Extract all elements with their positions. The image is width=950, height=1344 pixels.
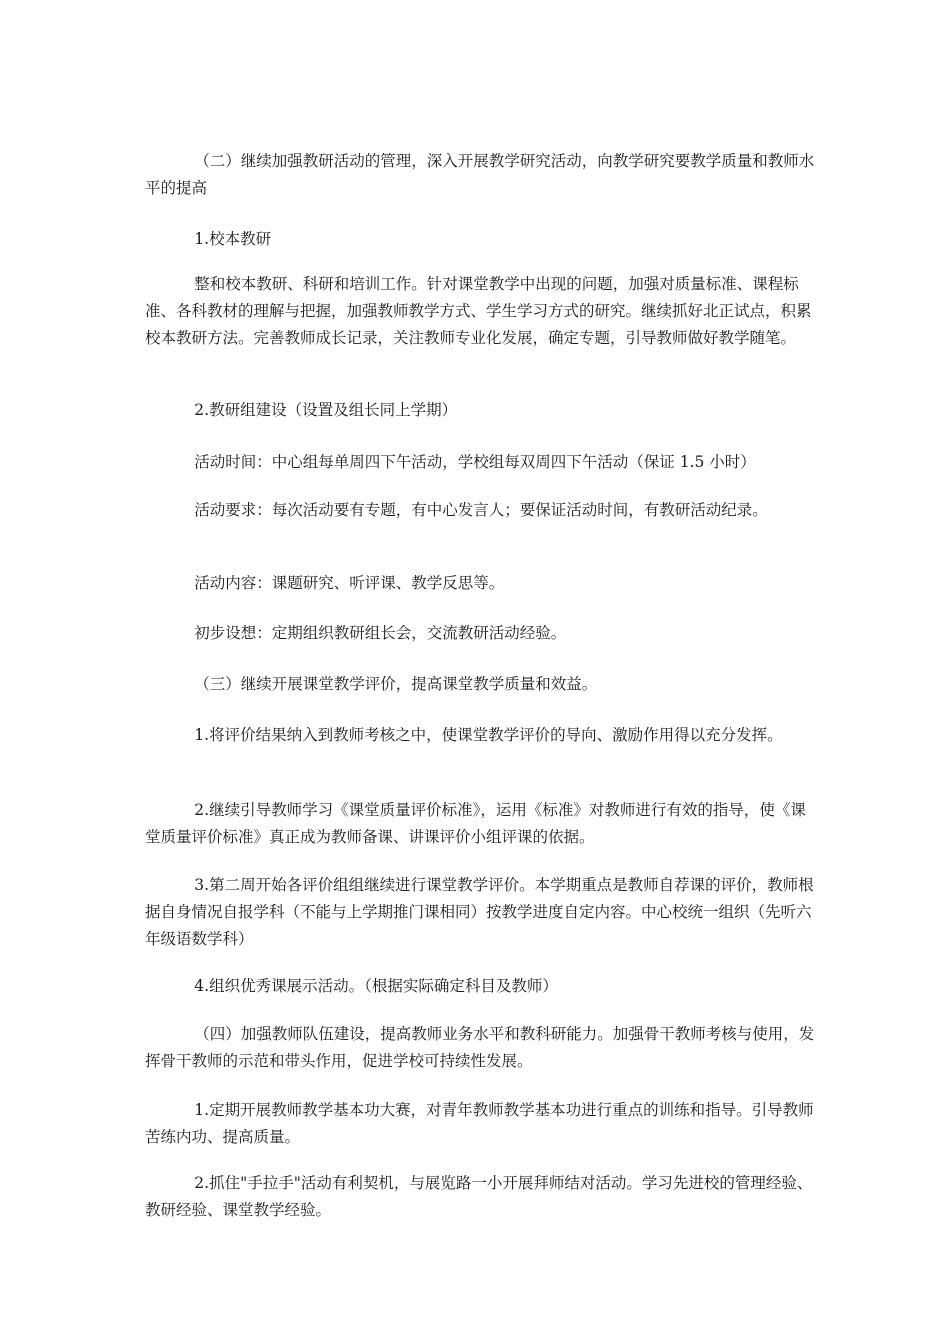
paragraph-evaluation-item-2: 2.继续引导教师学习《课堂质量评价标准》，运用《标准》对教师进行有效的指导，使《课堂质量评价标准》真正成为教师备课、讲课评价小组评课的依据。: [145, 801, 806, 846]
subheading-school-research: 1.校本教研: [145, 230, 272, 248]
paragraph-teacher-item-2: 2.抓住"手拉手"活动有利契机，与展览路一小开展拜师结对活动。学习先进校的管理经验、教研经验、课堂教学经验。: [145, 1174, 813, 1219]
paragraph-activity-requirement: 活动要求：每次活动要有专题，有中心发言人；要保证活动时间，有教研活动纪录。: [145, 501, 768, 519]
subheading-research-group: 2.教研组建设（设置及组长同上学期）: [145, 401, 458, 419]
paragraph-activity-time: 活动时间：中心组每单周四下午活动，学校组每双周四下午活动（保证 1.5 小时）: [145, 453, 756, 471]
section-heading-four: （四）加强教师队伍建设，提高教师业务水平和教科研能力。加强骨干教师考核与使用，发挥骨干教师的示范和带头作用，促进学校可持续性发展。: [145, 1025, 815, 1070]
section-heading-three: （三）继续开展课堂教学评价，提高课堂教学质量和效益。: [145, 675, 598, 693]
paragraph-evaluation-item-1: 1.将评价结果纳入到教师考核之中，使课堂教学评价的导向、激励作用得以充分发挥。: [145, 726, 783, 744]
paragraph-evaluation-item-4: 4.组织优秀课展示活动。（根据实际确定科目及教师）: [145, 977, 558, 995]
paragraph-teacher-item-1: 1.定期开展教师教学基本功大赛，对青年教师教学基本功进行重点的训练和指导。引导教师苦练内功、提高质量。: [145, 1101, 814, 1146]
paragraph-activity-content: 活动内容：课题研究、听评课、教学反思等。: [145, 574, 505, 592]
paragraph-school-research: 整和校本教研、科研和培训工作。针对课堂教学中出现的问题，加强对质量标准、课程标准、各科教材的理解与把握，加强教师教学方式、学生学习方式的研究。继续抓好北正试点，积累校本教研方法。完善教师成长记录，关注教师专业化发展，确定专题，引导教师做好教学随笔。: [145, 275, 812, 347]
paragraph-evaluation-item-3: 3.第二周开始各评价组组继续进行课堂教学评价。本学期重点是教师自荐课的评价，教师根据自身情况自报学科（不能与上学期推门课相同）按教学进度自定内容。中心校统一组织（先听六年级语数学科）: [145, 876, 814, 948]
section-heading-two: （二）继续加强教研活动的管理，深入开展教学研究活动，向教学研究要教学质量和教师水平的提高: [145, 152, 815, 197]
paragraph-preliminary-plan: 初步设想：定期组织教研组长会，交流教研活动经验。: [145, 624, 567, 642]
